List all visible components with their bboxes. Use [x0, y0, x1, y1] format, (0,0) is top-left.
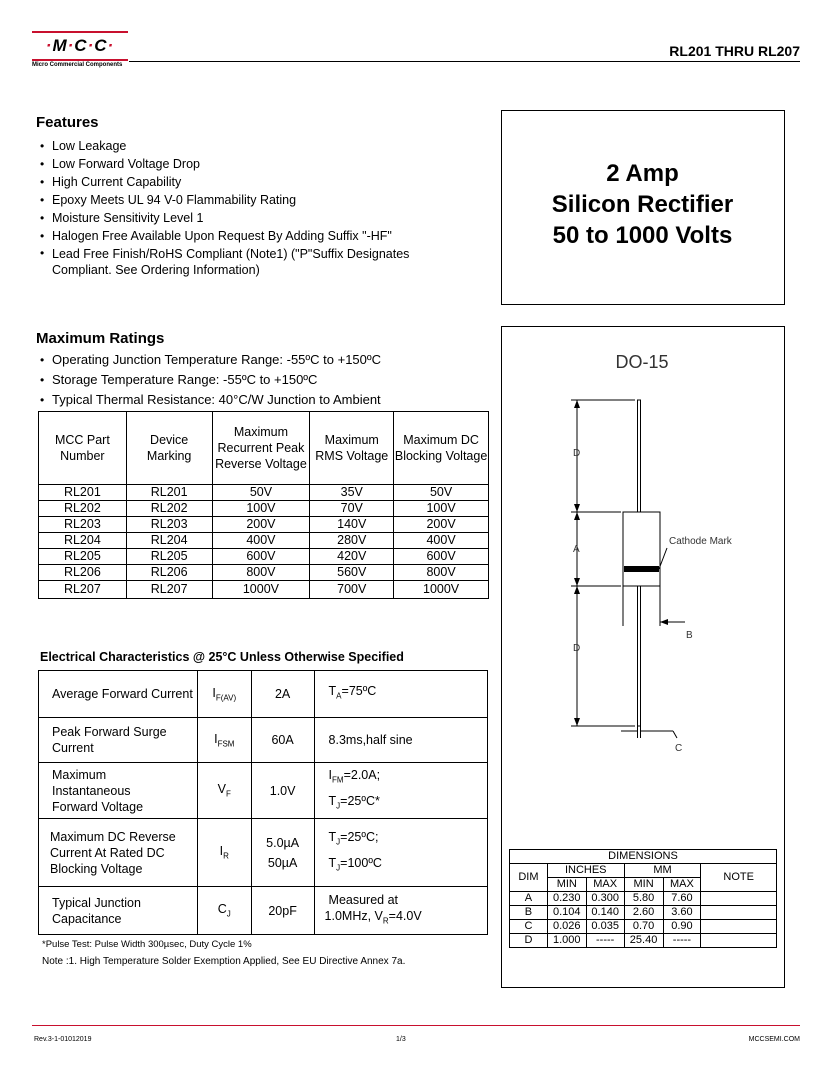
- document-title: RL201 THRU RL207: [669, 43, 800, 59]
- product-line-2: Silicon Rectifier: [551, 191, 734, 218]
- dimensions-table: DIMENSIONS DIM INCHES MM NOTE MIN MAX MIN MAX A 0.230 0.300 5.80 7.60 B 0.104 0.140 2.60 3.60 C 0.026 0.035 0.70 0.90 D 1.000 ----- 25.40 -----: [509, 849, 777, 948]
- table-row: Maximum DC Reverse Current At Rated DC Blocking Voltage $I_R$ 5.0µA 50µA $T_J=25ºC$; $T_J=100ºC$: [39, 819, 488, 887]
- cathode-mark-label: Cathode Mark: [669, 536, 732, 547]
- table-header: Maximum Recurrent Peak Reverse Voltage: [212, 412, 310, 485]
- ratings-table: [38, 411, 489, 599]
- list-item: • Lead Free Finish/RoHS Compliant (Note1) ("P"Suffix Designates Compliant. See Ordering Information): [38, 245, 458, 278]
- table-row: RL201 RL201 50V 35V 50V: [39, 485, 489, 501]
- dim-label-b: B: [686, 630, 693, 641]
- max-ratings-heading: Maximum Ratings: [36, 330, 165, 347]
- table-row: RL205 RL205 600V 420V 600V: [39, 549, 489, 565]
- logo-bottom-bar: [32, 59, 128, 61]
- table-row: RL206 RL206 800V 560V 800V: [39, 565, 489, 581]
- table-row: B 0.104 0.140 2.60 3.60: [510, 906, 777, 920]
- table-row: A 0.230 0.300 5.80 7.60: [510, 892, 777, 906]
- list-item: • Epoxy Meets UL 94 V-0 Flammability Rating: [38, 191, 458, 209]
- dim-label-a: A: [573, 544, 580, 555]
- table-row: C 0.026 0.035 0.70 0.90: [510, 920, 777, 934]
- dim-label-d-bottom: D: [573, 643, 581, 654]
- table-header: Maximum RMS Voltage: [310, 412, 394, 485]
- list-item: • Halogen Free Available Upon Request By Adding Suffix "-HF": [38, 227, 458, 245]
- table-row: D 1.000 ----- 25.40 -----: [510, 934, 777, 948]
- website: MCCSEMI.COM: [748, 1036, 800, 1043]
- table-row: Typical Junction Capacitance $C_J$ 20pF Measured at 1.0MHz, $V_R=4.0V$: [39, 887, 488, 935]
- table-row: Maximum Instantaneous Forward Voltage $V_F$ 1.0V $I_{FM}=2.0A$; $T_J=25ºC*$: [39, 763, 488, 819]
- electrical-heading: Electrical Characteristics @ 25°C Unless Otherwise Specified: [40, 650, 404, 664]
- table-header: Device Marking: [126, 412, 212, 485]
- list-item: • Low Leakage: [38, 137, 458, 155]
- page-number: 1/3: [396, 1036, 406, 1043]
- footnote-note1: Note :1. High Temperature Solder Exemption Applied, See EU Directive Annex 7a.: [42, 956, 406, 967]
- ratings-list: [38, 350, 488, 410]
- company-logo: ·M·C·C·: [45, 36, 115, 55]
- features-list: [38, 137, 458, 278]
- footnote-pulse: *Pulse Test: Pulse Width 300µsec, Duty Cycle 1%: [42, 939, 252, 950]
- features-heading: Features: [36, 114, 99, 131]
- table-header: Maximum DC Blocking Voltage: [394, 412, 489, 485]
- table-row: Peak Forward Surge Current $I_{FSM}$ 60A 8.3ms,half sine: [39, 718, 488, 763]
- dimensions-title: DIMENSIONS: [510, 850, 777, 864]
- package-outline-drawing: [501, 326, 783, 766]
- logo-top-bar: [32, 31, 128, 33]
- electrical-table: [38, 670, 488, 935]
- header-rule: [129, 61, 800, 62]
- footer-rule: [32, 1025, 800, 1026]
- list-item: • High Current Capability: [38, 173, 458, 191]
- list-item: • Typical Thermal Resistance: 40°C/W Junction to Ambient: [38, 390, 488, 410]
- dim-label-d-top: D: [573, 448, 581, 459]
- table-row: RL203 RL203 200V 140V 200V: [39, 517, 489, 533]
- table-row: Average Forward Current $I_{F(AV)}$ 2A $T_A=75ºC$: [39, 671, 488, 718]
- revision: Rev.3-1-01012019: [34, 1036, 92, 1043]
- product-line-1: 2 Amp: [606, 160, 679, 187]
- package-name: DO-15: [615, 352, 669, 372]
- table-row: RL207 RL207 1000V 700V 1000V: [39, 581, 489, 599]
- logo-subtitle: Micro Commercial Components: [32, 62, 123, 68]
- dim-label-c: C: [675, 743, 683, 754]
- list-item: • Low Forward Voltage Drop: [38, 155, 458, 173]
- list-item: • Storage Temperature Range: -55ºC to +150ºC: [38, 370, 488, 390]
- table-row: RL204 RL204 400V 280V 400V: [39, 533, 489, 549]
- list-item: • Moisture Sensitivity Level 1: [38, 209, 458, 227]
- product-line-3: 50 to 1000 Volts: [552, 222, 733, 249]
- list-item: • Operating Junction Temperature Range: -55ºC to +150ºC: [38, 350, 488, 370]
- table-header: MCC Part Number: [39, 412, 127, 485]
- table-row: RL202 RL202 100V 70V 100V: [39, 501, 489, 517]
